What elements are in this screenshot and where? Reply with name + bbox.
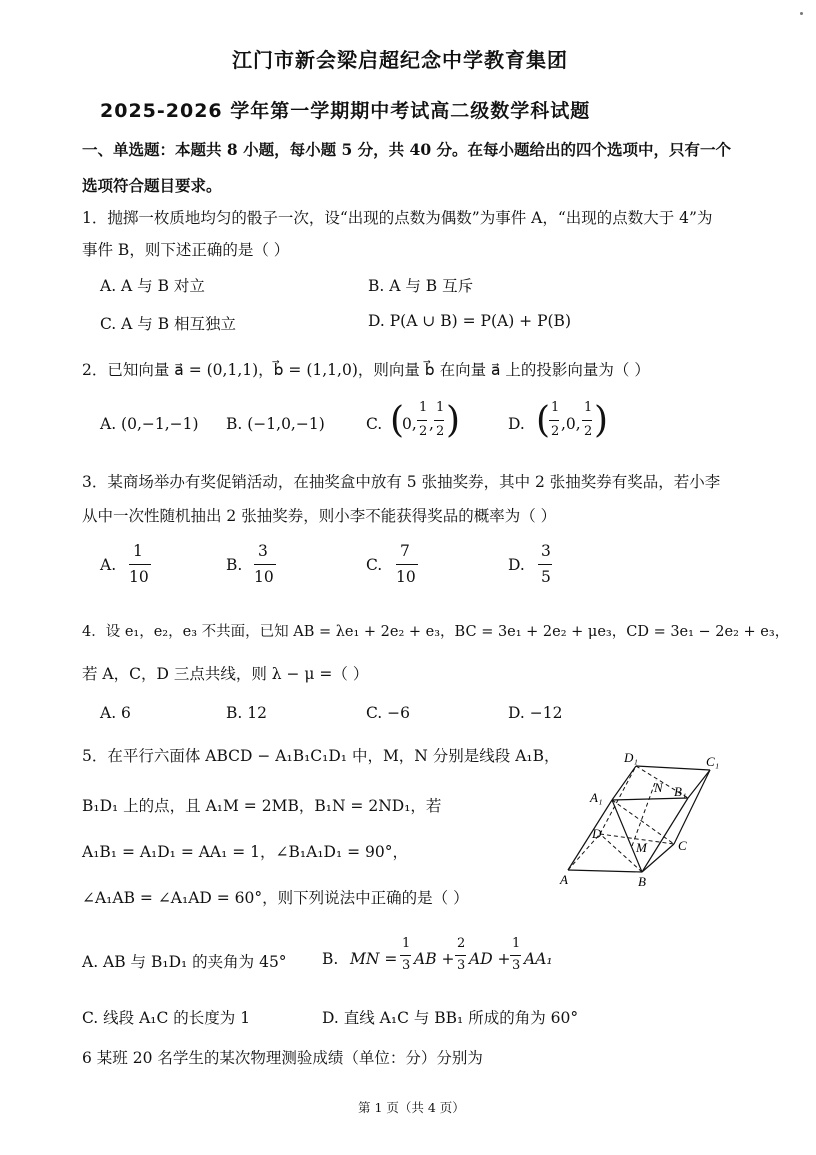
edge-ab: [568, 870, 642, 872]
d-num2: 1: [584, 400, 593, 415]
edge-cc1: [674, 770, 710, 844]
q5-b-bar2: [455, 955, 466, 956]
q5-b-term1: AB +: [414, 950, 455, 968]
q5-option-b-label: B.: [322, 950, 339, 968]
c-den1: 2: [419, 424, 428, 439]
q5-option-b-lhs: MN =: [350, 950, 398, 968]
q3-option-b-bar: [254, 564, 276, 565]
c-num2: 1: [436, 400, 445, 415]
q5-b-bar1: [400, 955, 411, 956]
edge-aa1: [568, 800, 612, 870]
q1-stem-line2: 事件 B，则下述正确的是（ ）: [82, 241, 290, 259]
c-den2: 2: [436, 424, 445, 439]
q4-stem-line1: 4．设 e₁，e₂，e₃ 不共面，已知 AB = λe₁ + 2e₂ + e₃，BC = 3e₁ + 2e₂ + μe₃，CD = 3e₁ − 2e₂ + e₃，: [82, 624, 790, 640]
label-n: N: [654, 780, 663, 795]
q5-b-bar3: [510, 955, 521, 956]
q3-option-a-label: A.: [100, 556, 117, 574]
d-den2: 2: [584, 424, 593, 439]
q1-option-c: C. A 与 B 相互独立: [100, 315, 237, 333]
c-prefix: 0,: [402, 415, 417, 433]
c-bar1: [417, 420, 427, 421]
q3-option-b-label: B.: [226, 556, 243, 574]
q1-option-a: A. A 与 B 对立: [100, 277, 205, 295]
q4-option-d: D. −12: [508, 704, 563, 722]
parallelepiped-figure: [556, 748, 726, 888]
q6-stem: 6 某班 20 名学生的某次物理测验成绩（单位：分）分别为: [82, 1049, 483, 1067]
label-d1: D₁: [624, 750, 638, 765]
label-d: D: [592, 826, 602, 841]
q4-option-b: B. 12: [226, 704, 267, 722]
label-b1: B₁: [674, 784, 687, 799]
d-num1: 1: [551, 400, 560, 415]
q4-stem-line2: 若 A，C，D 三点共线，则 λ − μ =（ ）: [82, 665, 369, 683]
section-title-cont: 选项符合题目要求。: [82, 176, 222, 195]
q4-option-a: A. 6: [100, 704, 131, 722]
q3-option-d-bar: [538, 564, 552, 565]
c-comma: ,: [429, 415, 434, 433]
q3-option-c-den: 10: [396, 568, 416, 586]
q5-b-num3: 1: [512, 936, 521, 951]
q2-option-c-label: C.: [366, 415, 383, 433]
q5-b-term2: AD +: [469, 950, 511, 968]
q1-option-d: D. P(A ∪ B) = P(A) + P(B): [368, 312, 571, 330]
q3-option-d-label: D.: [508, 556, 525, 574]
paren-close: ): [594, 400, 609, 441]
edge-d1c1: [636, 766, 710, 770]
q4-option-c: C. −6: [366, 704, 411, 722]
q3-option-c-num: 7: [400, 542, 410, 560]
q2-option-a: A. (0,−1,−1): [100, 415, 199, 433]
q2-option-c-value: [390, 398, 460, 448]
q1-stem-line1: 1．抛掷一枚质地均匀的骰子一次，设“出现的点数为偶数”为事件 A，“出现的点数大于 4”为: [82, 209, 713, 227]
exam-title: 2025-2026 学年第一学期期中考试高二级数学科试题: [100, 100, 591, 122]
d-mid: ,0,: [561, 415, 581, 433]
q1-option-b: B. A 与 B 互斥: [368, 277, 474, 295]
c-bar2: [434, 420, 444, 421]
q3-option-b-den: 10: [254, 568, 274, 586]
page-number: 第 1 页（共 4 页）: [358, 1100, 465, 1115]
edge-bb1: [642, 798, 688, 872]
q3-stem-line2: 从中一次性随机抽出 2 张抽奖券，则小李不能获得奖品的概率为（ ）: [82, 507, 557, 525]
q3-option-b-num: 3: [258, 542, 268, 560]
q5-b-den1: 3: [402, 958, 411, 973]
label-a1: A₁: [590, 790, 603, 805]
school-title: 江门市新会梁启超纪念中学教育集团: [232, 48, 568, 72]
q5-line1: 5．在平行六面体 ABCD − A₁B₁C₁D₁ 中，M，N 分别是线段 A₁B，: [82, 747, 560, 765]
c-num1: 1: [419, 400, 428, 415]
q5-line2: B₁D₁ 上的点，且 A₁M = 2MB，B₁N = 2ND₁，若: [82, 797, 442, 815]
q3-option-a-bar: [129, 564, 151, 565]
q3-option-d-num: 3: [541, 542, 551, 560]
label-a: A: [560, 872, 568, 887]
label-c1: C₁: [706, 754, 720, 769]
d-den1: 2: [551, 424, 560, 439]
d-bar2: [582, 420, 592, 421]
q3-option-c-bar: [396, 564, 418, 565]
q5-b-den2: 3: [457, 958, 466, 973]
q3-option-a-num: 1: [133, 542, 143, 560]
q3-option-d-den: 5: [541, 568, 551, 586]
q5-line3: A₁B₁ = A₁D₁ = AA₁ = 1，∠B₁A₁D₁ = 90°，: [82, 843, 408, 861]
q3-stem-line1: 3．某商场举办有奖促销活动，在抽奖盒中放有 5 张抽奖券，其中 2 张抽奖券有奖品，若小李: [82, 473, 721, 491]
q2-option-d-label: D.: [508, 415, 525, 433]
q2-option-b: B. (−1,0,−1): [226, 415, 325, 433]
q5-b-num2: 2: [457, 936, 466, 951]
label-m: M: [636, 840, 647, 855]
q5-line4: ∠A₁AB = ∠A₁AD = 60°，则下列说法中正确的是（ ）: [82, 889, 469, 907]
label-b: B: [638, 874, 646, 888]
q3-option-c-label: C.: [366, 556, 383, 574]
segment-mn-hidden: [632, 780, 656, 846]
q2-stem: 2．已知向量 a⃗ = (0,1,1)，b⃗ = (1,1,0)，则向量 b⃗ 在向量 a⃗ 上的投影向量为（ ）: [82, 361, 650, 379]
q5-option-c: C. 线段 A₁C 的长度为 1: [82, 1009, 251, 1027]
q2-option-d-value: [536, 398, 608, 448]
edge-a1d1: [612, 766, 636, 800]
d-bar1: [549, 420, 559, 421]
q3-option-a-den: 10: [129, 568, 149, 586]
scan-dot: [800, 12, 803, 15]
label-c: C: [678, 838, 687, 853]
q5-option-a: A. AB 与 B₁D₁ 的夹角为 45°: [82, 953, 287, 971]
section-title: 一、单选题：本题共 8 小题，每小题 5 分，共 40 分。在每小题给出的四个选项中，只有一个: [82, 140, 732, 159]
q5-b-den3: 3: [512, 958, 521, 973]
paren-open: (: [390, 400, 405, 441]
q5-b-term3: AA₁: [524, 950, 553, 968]
paren-open: (: [536, 400, 551, 441]
q5-option-d: D. 直线 A₁C 与 BB₁ 所成的角为 60°: [322, 1009, 579, 1027]
q5-b-num1: 1: [402, 936, 411, 951]
paren-close: ): [446, 400, 461, 441]
